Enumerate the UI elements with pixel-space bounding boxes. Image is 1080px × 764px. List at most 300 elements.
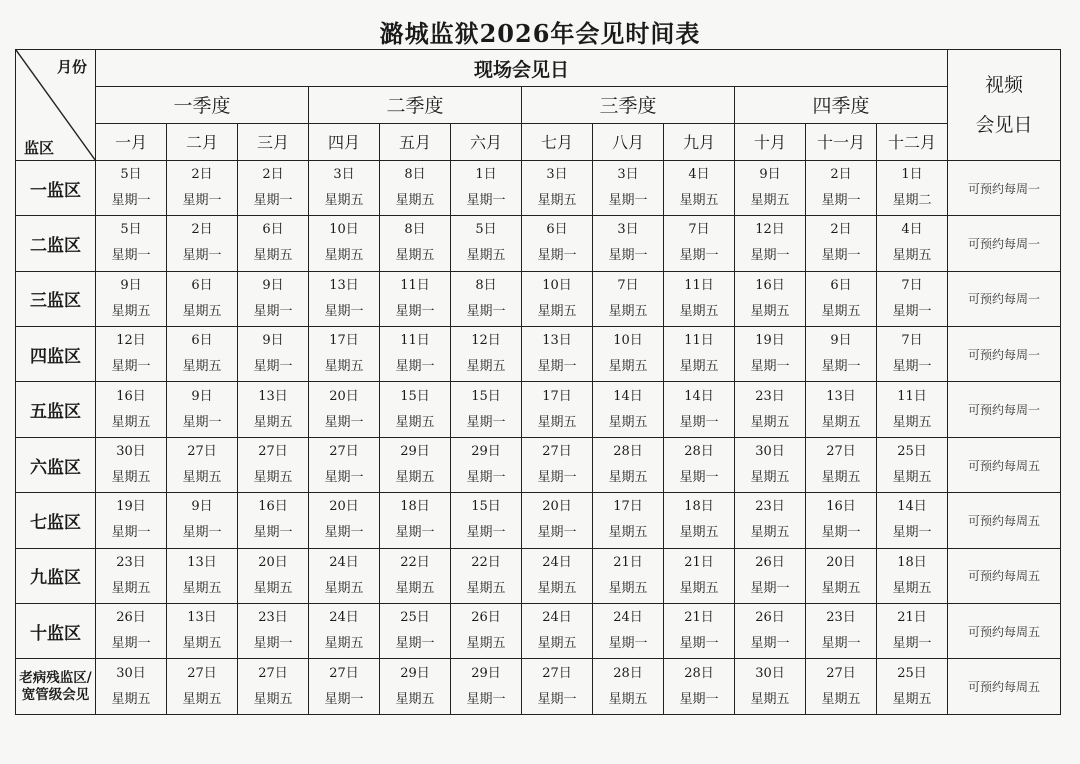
- ward-row: [16, 604, 1061, 659]
- visit-day: 15日: [471, 499, 501, 515]
- visit-day: 27日: [542, 665, 572, 681]
- visit-date-cell: [806, 659, 877, 715]
- visit-day: 16日: [826, 499, 856, 515]
- visit-day: 8日: [404, 222, 426, 238]
- visit-weekday: 星期一: [466, 414, 506, 430]
- corner-cell: [16, 50, 96, 161]
- visit-date-cell: [593, 548, 664, 603]
- visit-date-cell: [96, 659, 167, 715]
- visit-day: 30日: [755, 665, 785, 681]
- visit-day: 29日: [400, 665, 430, 681]
- visit-date-cell: [451, 437, 522, 492]
- visit-weekday: 星期一: [466, 470, 506, 486]
- month-header: 六月: [451, 123, 522, 160]
- visit-day: 17日: [542, 388, 572, 404]
- month-header: 二月: [167, 123, 238, 160]
- visit-date-cell: [664, 659, 735, 715]
- visit-date-cell: [593, 382, 664, 437]
- visit-weekday: 星期一: [253, 193, 293, 208]
- visit-day: 12日: [471, 333, 501, 349]
- visit-date-cell: [96, 271, 167, 326]
- visit-day: 16日: [116, 388, 146, 404]
- visit-weekday: 星期一: [395, 525, 435, 541]
- visit-day: 19日: [116, 499, 146, 515]
- visit-day: 7日: [901, 333, 923, 349]
- visit-weekday: 星期一: [324, 691, 364, 707]
- visit-day: 5日: [120, 167, 142, 182]
- page-title: 潞城监狱2026年会见时间表: [379, 19, 701, 48]
- visit-weekday: 星期五: [395, 691, 435, 707]
- quarter-header: 二季度: [309, 87, 522, 123]
- visit-date-cell: [664, 160, 735, 215]
- visit-date-cell: [451, 271, 522, 326]
- visit-weekday: 星期一: [253, 303, 293, 319]
- visit-date-cell: [167, 493, 238, 548]
- visit-date-cell: [522, 437, 593, 492]
- visit-date-cell: [664, 548, 735, 603]
- visit-day: 13日: [187, 610, 217, 626]
- visit-date-cell: [96, 493, 167, 548]
- visit-day: 26日: [755, 610, 785, 626]
- visit-day: 2日: [191, 167, 213, 182]
- visit-day: 12日: [116, 333, 146, 349]
- visit-day: 27日: [329, 665, 359, 681]
- month-header: 十月: [735, 123, 806, 160]
- video-header-line1: 视频: [985, 73, 1024, 96]
- visit-weekday: 星期五: [111, 303, 151, 319]
- quarter-header: 一季度: [96, 87, 309, 123]
- visit-date-cell: [451, 216, 522, 271]
- visit-day: 24日: [329, 610, 359, 626]
- visit-weekday: 星期五: [679, 525, 719, 541]
- month-header: 九月: [664, 123, 735, 160]
- visit-day: 14日: [897, 499, 927, 515]
- visit-date-cell: [593, 493, 664, 548]
- visit-day: 13日: [329, 277, 359, 293]
- visit-day: 18日: [897, 554, 927, 570]
- visit-weekday: 星期五: [750, 470, 790, 486]
- visit-date-cell: [522, 216, 593, 271]
- visit-day: 15日: [471, 388, 501, 404]
- visit-weekday: 星期一: [324, 414, 364, 430]
- visit-day: 9日: [759, 167, 781, 182]
- visit-date-cell: [167, 604, 238, 659]
- visit-date-cell: [522, 604, 593, 659]
- visit-day: 23日: [116, 554, 146, 570]
- visit-weekday: 星期一: [537, 359, 577, 375]
- visit-weekday: 星期五: [253, 248, 293, 264]
- visit-weekday: 星期一: [679, 636, 719, 652]
- visit-day: 21日: [613, 554, 643, 570]
- visit-date-cell: [664, 271, 735, 326]
- visit-weekday: 星期一: [608, 248, 648, 264]
- visit-date-cell: [806, 160, 877, 215]
- visit-day: 21日: [684, 554, 714, 570]
- visit-day: 14日: [613, 388, 643, 404]
- visit-day: 24日: [613, 610, 643, 626]
- visit-weekday: 星期五: [182, 636, 222, 652]
- visit-day: 27日: [187, 444, 217, 460]
- visit-weekday: 星期一: [182, 248, 222, 264]
- visit-weekday: 星期一: [324, 470, 364, 486]
- visit-day: 12日: [755, 222, 785, 238]
- visit-weekday: 星期五: [821, 470, 861, 486]
- ward-row: [16, 437, 1061, 492]
- visit-weekday: 星期一: [537, 470, 577, 486]
- visit-date-cell: [877, 327, 948, 382]
- visit-weekday: 星期一: [111, 359, 151, 375]
- visit-date-cell: [806, 271, 877, 326]
- ward-name-cell: 六监区: [16, 437, 96, 492]
- visit-day: 9日: [191, 388, 213, 404]
- ward-row: [16, 271, 1061, 326]
- visit-date-cell: [96, 604, 167, 659]
- visit-weekday: 星期五: [466, 636, 506, 652]
- visit-date-cell: [735, 216, 806, 271]
- visit-day: 24日: [329, 554, 359, 570]
- visit-day: 23日: [755, 499, 785, 515]
- visit-weekday: 星期五: [537, 580, 577, 596]
- visit-day: 22日: [400, 554, 430, 570]
- visit-weekday: 星期一: [892, 636, 932, 652]
- visit-day: 20日: [329, 388, 359, 404]
- visit-day: 9日: [120, 277, 142, 293]
- visit-weekday: 星期一: [892, 359, 932, 375]
- visit-date-cell: [380, 659, 451, 715]
- visit-weekday: 星期五: [679, 580, 719, 596]
- visit-weekday: 星期一: [537, 248, 577, 264]
- visit-date-cell: [167, 160, 238, 215]
- visit-date-cell: [877, 659, 948, 715]
- visit-day: 17日: [613, 499, 643, 515]
- visit-date-cell: [380, 160, 451, 215]
- visit-date-cell: [522, 493, 593, 548]
- visit-day: 2日: [830, 222, 852, 238]
- visit-weekday: 星期五: [608, 414, 648, 430]
- visit-weekday: 星期一: [395, 359, 435, 375]
- ward-name-cell: 老病残监区/宽管级会见: [16, 659, 96, 715]
- visit-date-cell: [238, 271, 309, 326]
- visit-date-cell: [664, 382, 735, 437]
- visit-weekday: 星期五: [182, 303, 222, 319]
- visit-day: 21日: [897, 610, 927, 626]
- visit-day: 28日: [613, 665, 643, 681]
- visit-day: 21日: [684, 610, 714, 626]
- visit-weekday: 星期一: [608, 636, 648, 652]
- video-visit-cell: 可预约每周五: [948, 659, 1061, 715]
- visit-date-cell: [167, 327, 238, 382]
- visit-date-cell: [451, 493, 522, 548]
- visit-weekday: 星期五: [253, 580, 293, 596]
- visit-weekday: 星期一: [750, 248, 790, 264]
- month-header: 五月: [380, 123, 451, 160]
- visit-weekday: 星期一: [395, 303, 435, 319]
- visit-weekday: 星期五: [750, 303, 790, 319]
- visit-date-cell: [380, 271, 451, 326]
- visit-day: 18日: [400, 499, 430, 515]
- visit-weekday: 星期五: [324, 359, 364, 375]
- onsite-visit-header: 现场会见日: [96, 50, 948, 87]
- visit-date-cell: [806, 548, 877, 603]
- visit-weekday: 星期五: [395, 580, 435, 596]
- visit-weekday: 星期一: [821, 359, 861, 375]
- visit-day: 11日: [684, 333, 714, 349]
- visit-weekday: 星期一: [395, 636, 435, 652]
- visit-date-cell: [380, 548, 451, 603]
- visit-date-cell: [451, 659, 522, 715]
- visit-date-cell: [451, 160, 522, 215]
- visit-day: 20日: [542, 499, 572, 515]
- visit-day: 8日: [475, 277, 497, 293]
- visit-date-cell: [877, 604, 948, 659]
- visit-day: 4日: [688, 167, 710, 182]
- visit-date-cell: [238, 493, 309, 548]
- visit-day: 5日: [120, 222, 142, 238]
- visit-date-cell: [664, 327, 735, 382]
- visit-date-cell: [380, 437, 451, 492]
- visit-day: 5日: [475, 222, 497, 238]
- visit-weekday: 星期一: [182, 414, 222, 430]
- visit-weekday: 星期五: [821, 414, 861, 430]
- visit-day: 2日: [191, 222, 213, 238]
- visit-date-cell: [806, 382, 877, 437]
- visit-day: 11日: [897, 388, 927, 404]
- visit-day: 26日: [116, 610, 146, 626]
- visit-weekday: 星期一: [111, 193, 151, 208]
- visit-date-cell: [735, 659, 806, 715]
- month-header: 七月: [522, 123, 593, 160]
- visit-schedule-table: [15, 49, 1061, 715]
- visit-weekday: 星期一: [182, 193, 222, 208]
- visit-day: 13日: [826, 388, 856, 404]
- visit-day: 30日: [116, 444, 146, 460]
- visit-weekday: 星期五: [253, 470, 293, 486]
- visit-date-cell: [238, 604, 309, 659]
- visit-date-cell: [877, 271, 948, 326]
- visit-weekday: 星期一: [111, 525, 151, 541]
- visit-date-cell: [238, 216, 309, 271]
- visit-day: 3日: [617, 167, 639, 182]
- visit-weekday: 星期五: [182, 470, 222, 486]
- quarter-header-row: [16, 87, 1061, 123]
- visit-weekday: 星期一: [182, 525, 222, 541]
- visit-weekday: 星期五: [537, 636, 577, 652]
- ward-name-cell: 四监区: [16, 327, 96, 382]
- visit-weekday: 星期一: [466, 303, 506, 319]
- visit-date-cell: [877, 382, 948, 437]
- visit-date-cell: [877, 216, 948, 271]
- visit-day: 9日: [191, 499, 213, 515]
- visit-date-cell: [522, 659, 593, 715]
- visit-date-cell: [451, 604, 522, 659]
- visit-date-cell: [522, 327, 593, 382]
- visit-weekday: 星期五: [608, 303, 648, 319]
- visit-date-cell: [309, 160, 380, 215]
- visit-day: 25日: [897, 665, 927, 681]
- visit-date-cell: [309, 271, 380, 326]
- visit-weekday: 星期五: [395, 248, 435, 264]
- header-row-top: [16, 50, 1061, 87]
- visit-date-cell: [735, 548, 806, 603]
- visit-day: 11日: [400, 277, 430, 293]
- visit-date-cell: [735, 271, 806, 326]
- visit-date-cell: [238, 327, 309, 382]
- visit-day: 28日: [684, 444, 714, 460]
- visit-day: 10日: [613, 333, 643, 349]
- visit-weekday: 星期五: [466, 359, 506, 375]
- visit-date-cell: [877, 437, 948, 492]
- visit-weekday: 星期五: [608, 470, 648, 486]
- visit-weekday: 星期五: [324, 248, 364, 264]
- visit-weekday: 星期一: [821, 248, 861, 264]
- visit-weekday: 星期五: [395, 470, 435, 486]
- quarter-header: 三季度: [522, 87, 735, 123]
- visit-day: 29日: [400, 444, 430, 460]
- video-visit-cell: 可预约每周五: [948, 548, 1061, 603]
- visit-day: 27日: [542, 444, 572, 460]
- visit-weekday: 星期五: [608, 525, 648, 541]
- visit-date-cell: [309, 548, 380, 603]
- month-header: 三月: [238, 123, 309, 160]
- ward-name-cell: 五监区: [16, 382, 96, 437]
- visit-weekday: 星期一: [324, 525, 364, 541]
- visit-day: 27日: [826, 444, 856, 460]
- month-header-row: [16, 123, 1061, 160]
- visit-date-cell: [309, 437, 380, 492]
- visit-date-cell: [167, 548, 238, 603]
- visit-weekday: 星期一: [821, 636, 861, 652]
- visit-day: 29日: [471, 665, 501, 681]
- visit-date-cell: [238, 382, 309, 437]
- visit-day: 15日: [400, 388, 430, 404]
- visit-date-cell: [380, 216, 451, 271]
- visit-weekday: 星期一: [537, 691, 577, 707]
- ward-row: [16, 548, 1061, 603]
- visit-weekday: 星期一: [111, 248, 151, 264]
- visit-day: 10日: [542, 277, 572, 293]
- visit-date-cell: [522, 271, 593, 326]
- month-header: 四月: [309, 123, 380, 160]
- visit-day: 13日: [258, 388, 288, 404]
- visit-weekday: 星期一: [679, 470, 719, 486]
- visit-date-cell: [380, 382, 451, 437]
- visit-date-cell: [96, 160, 167, 215]
- visit-date-cell: [593, 271, 664, 326]
- visit-weekday: 星期五: [111, 691, 151, 707]
- visit-date-cell: [167, 271, 238, 326]
- visit-weekday: 星期五: [324, 636, 364, 652]
- visit-date-cell: [309, 382, 380, 437]
- visit-date-cell: [877, 160, 948, 215]
- visit-day: 28日: [684, 665, 714, 681]
- visit-day: 20日: [826, 554, 856, 570]
- visit-day: 14日: [684, 388, 714, 404]
- visit-date-cell: [593, 160, 664, 215]
- visit-date-cell: [309, 216, 380, 271]
- visit-weekday: 星期五: [111, 580, 151, 596]
- visit-date-cell: [593, 437, 664, 492]
- video-visit-cell: 可预约每周五: [948, 493, 1061, 548]
- visit-day: 30日: [116, 665, 146, 681]
- visit-weekday: 星期一: [466, 193, 506, 208]
- visit-day: 23日: [826, 610, 856, 626]
- visit-date-cell: [309, 493, 380, 548]
- visit-day: 9日: [262, 277, 284, 293]
- visit-weekday: 星期五: [750, 193, 790, 208]
- visit-weekday: 星期二: [892, 193, 932, 208]
- visit-day: 3日: [333, 167, 355, 182]
- visit-date-cell: [664, 493, 735, 548]
- visit-day: 23日: [258, 610, 288, 626]
- visit-weekday: 星期五: [679, 303, 719, 319]
- visit-weekday: 星期五: [679, 359, 719, 375]
- visit-day: 27日: [258, 444, 288, 460]
- visit-weekday: 星期一: [608, 193, 648, 208]
- visit-weekday: 星期五: [537, 303, 577, 319]
- visit-date-cell: [238, 160, 309, 215]
- visit-date-cell: [309, 604, 380, 659]
- visit-date-cell: [877, 493, 948, 548]
- visit-weekday: 星期五: [466, 580, 506, 596]
- visit-weekday: 星期一: [679, 414, 719, 430]
- visit-weekday: 星期一: [892, 303, 932, 319]
- visit-date-cell: [167, 216, 238, 271]
- visit-day: 25日: [897, 444, 927, 460]
- visit-weekday: 星期一: [253, 525, 293, 541]
- ward-name-cell: 三监区: [16, 271, 96, 326]
- visit-day: 2日: [262, 167, 284, 182]
- visit-day: 17日: [329, 333, 359, 349]
- video-visit-cell: 可预约每周一: [948, 160, 1061, 215]
- visit-weekday: 星期五: [750, 414, 790, 430]
- corner-ward-label: 监区: [24, 138, 55, 157]
- visit-day: 20日: [258, 554, 288, 570]
- visit-weekday: 星期五: [253, 414, 293, 430]
- visit-weekday: 星期五: [182, 580, 222, 596]
- visit-date-cell: [593, 216, 664, 271]
- visit-day: 6日: [830, 277, 852, 293]
- visit-weekday: 星期五: [111, 470, 151, 486]
- visit-date-cell: [735, 604, 806, 659]
- visit-weekday: 星期五: [395, 193, 435, 208]
- ward-row: [16, 216, 1061, 271]
- visit-weekday: 星期一: [679, 691, 719, 707]
- visit-date-cell: [522, 548, 593, 603]
- visit-day: 19日: [755, 333, 785, 349]
- visit-day: 27日: [187, 665, 217, 681]
- video-visit-cell: 可预约每周一: [948, 327, 1061, 382]
- visit-day: 7日: [688, 222, 710, 238]
- visit-weekday: 星期五: [111, 414, 151, 430]
- visit-day: 6日: [191, 277, 213, 293]
- video-visit-cell: 可预约每周五: [948, 604, 1061, 659]
- visit-day: 11日: [400, 333, 430, 349]
- visit-day: 27日: [329, 444, 359, 460]
- visit-day: 10日: [329, 222, 359, 238]
- visit-day: 18日: [684, 499, 714, 515]
- visit-day: 26日: [471, 610, 501, 626]
- visit-day: 1日: [475, 167, 497, 182]
- quarter-header: 四季度: [735, 87, 948, 123]
- visit-day: 22日: [471, 554, 501, 570]
- visit-date-cell: [96, 216, 167, 271]
- ward-row: [16, 160, 1061, 215]
- visit-date-cell: [380, 493, 451, 548]
- ward-row: [16, 493, 1061, 548]
- visit-weekday: 星期五: [679, 193, 719, 208]
- visit-weekday: 星期五: [750, 525, 790, 541]
- visit-date-cell: [593, 659, 664, 715]
